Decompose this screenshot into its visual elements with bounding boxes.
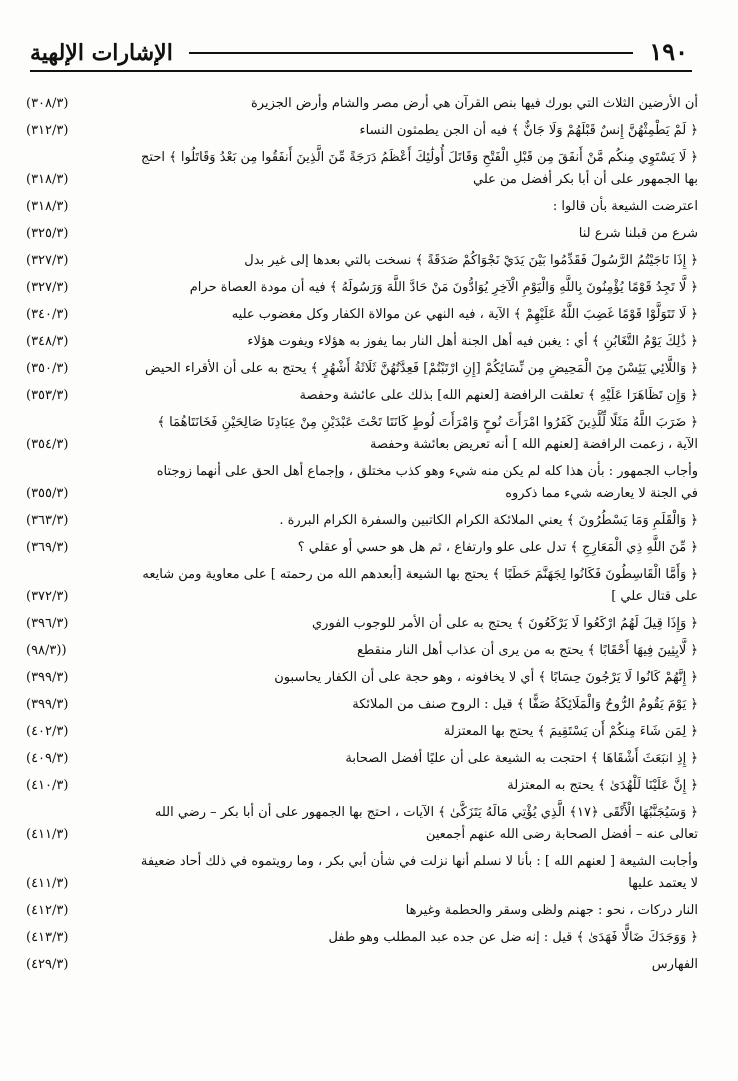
entry-reference: (٣٧٢/٣) xyxy=(26,589,69,604)
entry-reference: (٤٠٢/٣) xyxy=(26,724,69,739)
page-header xyxy=(30,30,692,72)
entry-text: وأجابت الشيعة [ لعنهم الله ] : بأنا لا نسلم أنها نزلت في شأن أبي بكر ، وما رويتموه في ذلك أحاد ضعيفة لا يعتمد عليها xyxy=(140,854,698,891)
entry-text: ﴿ ضَرَبَ اللَّهُ مَثَلًا لِّلَّذِينَ كَفَرُوا امْرَأَتَ نُوحٍ وَامْرَأَتَ لُوطٍ كَانَتَا تَحْتَ عَبْدَيْنِ مِنْ عِبَادِنَا صَالِحَيْنِ فَخَانَتَاهُمَا ﴾ الآية ، زعمت الرافضة [لعنهم الله ] أنه تعريض بعائشة وحفصة xyxy=(157,415,698,452)
index-entry xyxy=(26,564,698,608)
entry-text: ﴿ إِنَّ عَلَيْنَا لَلْهُدَىٰ ﴾ يحتج به المعتزلة xyxy=(507,778,698,793)
index-entry xyxy=(26,331,698,353)
entry-text: ﴿ إِذَا نَاجَيْتُمُ الرَّسُولَ فَقَدِّمُوا بَيْنَ يَدَيْ نَجْوَاكُمْ صَدَقَةً ﴾ نسخت بالتي بعدها إلى غير بدل xyxy=(244,253,698,268)
entry-text: الفهارس xyxy=(651,957,698,972)
index-entry xyxy=(26,250,698,272)
entry-reference: (٩٨/٣)) xyxy=(26,643,67,658)
header-rule xyxy=(189,52,633,54)
index-entry xyxy=(26,721,698,743)
entry-reference: (٤٢٩/٣) xyxy=(26,957,69,972)
index-entry xyxy=(26,277,698,299)
entry-text: شرع من قبلنا شرع لنا xyxy=(578,226,698,241)
index-entry xyxy=(26,93,698,115)
index-entry xyxy=(26,412,698,456)
entry-reference: (٣١٢/٣) xyxy=(26,123,69,138)
entry-text: النار دركات ، نحو : جهنم ولظى وسقر والحطمة وغيرها xyxy=(405,903,698,918)
entry-reference: (٣٦٩/٣) xyxy=(26,540,69,555)
entry-reference: (٣٥٠/٣) xyxy=(26,361,69,376)
index-entry xyxy=(26,196,698,218)
entry-reference: (٤١٣/٣) xyxy=(26,930,69,945)
index-entry xyxy=(26,613,698,635)
entry-text: وأجاب الجمهور : بأن هذا كله لم يكن منه شيء وهو كذب مختلق ، وإجماع أهل الحق على أنهما زوجتاه في الجنة لا يعارضه شيء مما ذكروه xyxy=(156,464,698,501)
entry-reference: (٣٢٧/٣) xyxy=(26,280,69,295)
entry-reference: (٣١٨/٣) xyxy=(26,172,69,187)
index-entry xyxy=(26,775,698,797)
entry-text: ﴿ وَأَمَّا الْقَاسِطُونَ فَكَانُوا لِجَهَنَّمَ حَطَبًا ﴾ يحتج بها الشيعة [أبعدهم الله من رحمته ] على معاوية ومن شايعه على قتال علي ] xyxy=(142,567,698,604)
entry-reference: (٣٥٥/٣) xyxy=(26,486,69,501)
entry-text: ﴿ مِّنَ اللَّهِ ذِي الْمَعَارِجِ ﴾ تدل على علو وارتفاع ، ثم هل هو حسي أو عقلي ؟ xyxy=(297,540,698,555)
entry-reference: (٤١١/٣) xyxy=(26,876,69,891)
entry-reference: (٣٠٨/٣) xyxy=(26,96,69,111)
index-entry xyxy=(26,358,698,380)
entry-text: ﴿ لَمْ يَطْمِثْهُنَّ إِنسٌ قَبْلَهُمْ وَلَا جَانٌّ ﴾ فيه أن الجن يطمثون النساء xyxy=(359,123,698,138)
entry-reference: (٣٢٧/٣) xyxy=(26,253,69,268)
index-entry xyxy=(26,802,698,846)
entry-reference: (٣٤٠/٣) xyxy=(26,307,69,322)
page-number: ١٩٠ xyxy=(649,37,688,66)
index-entry xyxy=(26,385,698,407)
entry-reference: (٣٩٩/٣) xyxy=(26,697,69,712)
index-entries-list xyxy=(26,93,698,981)
entry-text: ﴿ وَالْقَلَمِ وَمَا يَسْطُرُونَ ﴾ يعني الملائكة الكرام الكاتبين والسفرة الكرام البررة . xyxy=(279,513,698,528)
entry-text: ﴿ إِنَّهُمْ كَانُوا لَا يَرْجُونَ حِسَابًا ﴾ أي لا يخافونه ، وهو حجة على أن الكفار يحاسبون xyxy=(274,670,698,685)
entry-text: ﴿ وَإِن تَظَاهَرَا عَلَيْهِ ﴾ تعلقت الرافضة [لعنهم الله] بذلك على عائشة وحفصة xyxy=(299,388,698,403)
book-title: الإشارات الإلهية xyxy=(30,40,173,66)
entry-text: ﴿ لِمَن شَاءَ مِنكُمْ أَن يَسْتَقِيمَ ﴾ يحتج بها المعتزلة xyxy=(443,724,698,739)
entry-text: ﴿ إِذِ انبَعَثَ أَشْقَاهَا ﴾ احتجت به الشيعة على أن عليًا أفضل الصحابة xyxy=(345,751,698,766)
entry-text: ﴿ لَّابِثِينَ فِيهَا أَحْقَابًا ﴾ يحتج به من يرى أن عذاب أهل النار منقطع xyxy=(356,643,698,658)
entry-reference: (٣٥٣/٣) xyxy=(26,388,69,403)
entry-text: ﴿ يَوْمَ يَقُومُ الرُّوحُ وَالْمَلَائِكَةُ صَفًّا ﴾ قيل : الروح صنف من الملائكة xyxy=(352,697,698,712)
index-entry xyxy=(26,748,698,770)
entry-reference: (٤١٠/٣) xyxy=(26,778,69,793)
entry-text: ﴿ وَوَجَدَكَ ضَالًّا فَهَدَىٰ ﴾ قيل : إنه ضل عن جده عبد المطلب وهو طفل xyxy=(328,930,698,945)
entry-reference: (٤١٢/٣) xyxy=(26,903,69,918)
index-entry xyxy=(26,147,698,191)
entry-text: ﴿ ذَٰلِكَ يَوْمُ التَّغَابُنِ ﴾ أي : يغبن فيه أهل الجنة أهل النار بما يفوز به هؤلاء ويفوت هؤلاء xyxy=(247,334,698,349)
entry-text: ﴿ وَإِذَا قِيلَ لَهُمُ ارْكَعُوا لَا يَرْكَعُونَ ﴾ يحتج به على أن الأمر للوجوب الفوري xyxy=(312,616,698,631)
index-entry xyxy=(26,537,698,559)
entry-text: ﴿ لَّا تَجِدُ قَوْمًا يُؤْمِنُونَ بِاللَّهِ وَالْيَوْمِ الْآخِرِ يُوَادُّونَ مَنْ حَادَّ اللَّهَ وَرَسُولَهُ ﴾ فيه أن مودة العصاة حرام xyxy=(189,280,698,295)
index-entry xyxy=(26,694,698,716)
entry-reference: (٣٢٥/٣) xyxy=(26,226,69,241)
entry-reference: (٣٥٤/٣) xyxy=(26,437,69,452)
index-entry xyxy=(26,461,698,505)
entry-reference: (٣١٨/٣) xyxy=(26,199,69,214)
entry-text: ﴿ وَسَيُجَنَّبُهَا الْأَتْقَى ﴿١٧﴾ الَّذِي يُؤْتِي مَالَهُ يَتَزَكَّىٰ ﴾ الآيات ، احتج بها الجمهور على أن أبا بكر – رضي الله تعالى عنه – أفضل الصحابة رضى الله عنهم أجمعين xyxy=(154,805,698,842)
index-entry xyxy=(26,223,698,245)
index-entry xyxy=(26,304,698,326)
index-entry xyxy=(26,640,698,662)
entry-reference: (٤٠٩/٣) xyxy=(26,751,69,766)
entry-text: ﴿ لَا يَسْتَوِي مِنكُم مَّنْ أَنفَقَ مِن قَبْلِ الْفَتْحِ وَقَاتَلَ أُولَٰئِكَ أَعْظَمُ دَرَجَةً مِّنَ الَّذِينَ أَنفَقُوا مِن بَعْدُ وَقَاتَلُوا ﴾ احتج بها الجمهور على أن أبا بكر أفضل من علي xyxy=(141,150,698,187)
index-entry xyxy=(26,851,698,895)
entry-reference: (٣٦٣/٣) xyxy=(26,513,69,528)
index-entry xyxy=(26,900,698,922)
index-entry xyxy=(26,510,698,532)
entry-reference: (٤١١/٣) xyxy=(26,827,69,842)
entry-reference: (٣٤٨/٣) xyxy=(26,334,69,349)
entry-reference: (٣٩٦/٣) xyxy=(26,616,69,631)
index-entry xyxy=(26,927,698,949)
index-entry xyxy=(26,120,698,142)
entry-reference: (٣٩٩/٣) xyxy=(26,670,69,685)
entry-text: أن الأرضين الثلاث التي بورك فيها بنص القرآن هي أرض مصر والشام وأرض الجزيرة xyxy=(250,96,698,111)
index-entry xyxy=(26,667,698,689)
entry-text: اعترضت الشيعة بأن قالوا : xyxy=(552,199,698,214)
entry-text: ﴿ وَاللَّائِي يَئِسْنَ مِنَ الْمَحِيضِ مِن نِّسَائِكُمْ [إِنِ ارْتَبْتُمْ] فَعِدَّتُهُنَّ ثَلَاثَةُ أَشْهُرٍ ﴾ يحتج به على أن الأقراء الحيض xyxy=(144,361,698,376)
index-entry xyxy=(26,954,698,976)
entry-text: ﴿ لَا تَتَوَلَّوْا قَوْمًا غَضِبَ اللَّهُ عَلَيْهِمْ ﴾ الآية ، فيه النهي عن موالاة الكفار وكل مغضوب عليه xyxy=(231,307,698,322)
